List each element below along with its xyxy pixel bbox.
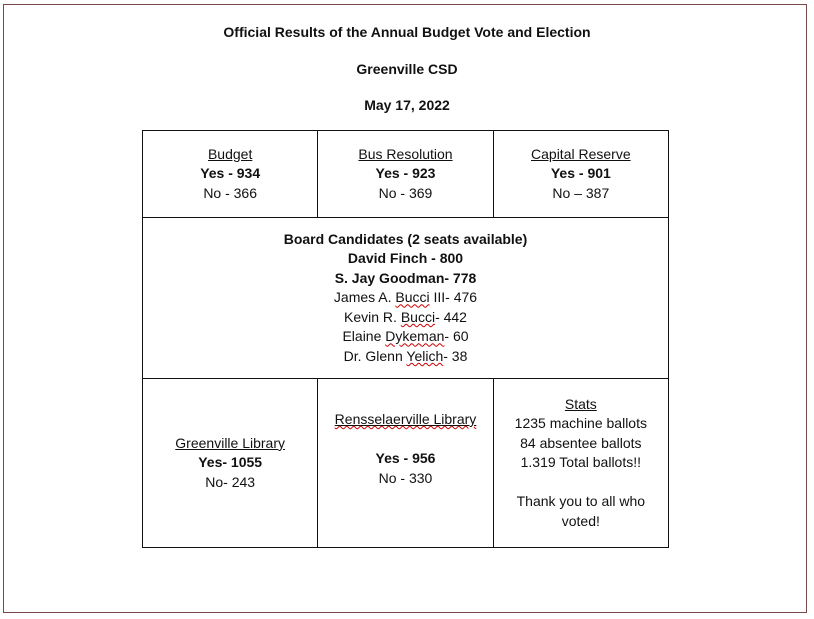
board-candidates-cell bbox=[143, 218, 669, 379]
budget-yes: Yes - 934 bbox=[200, 165, 261, 182]
bus-no: No - 369 bbox=[378, 184, 433, 201]
greenville-library-cell bbox=[143, 379, 318, 548]
budget-cell bbox=[143, 131, 318, 218]
table-row bbox=[143, 218, 669, 379]
bus-resolution-cell bbox=[318, 131, 493, 218]
vote-count: - 38 bbox=[443, 347, 468, 364]
candidate-elaine-dykeman bbox=[143, 327, 668, 347]
name-prefix: James A. bbox=[333, 289, 396, 306]
greenville-lib-yes: Yes- 1055 bbox=[198, 454, 263, 471]
table-row bbox=[143, 379, 669, 548]
rensselaerville-lib-yes: Yes - 956 bbox=[375, 450, 436, 466]
stats-thanks-line-2: voted! bbox=[561, 512, 600, 529]
candidate-s-jay-goodman: S. Jay Goodman- 778 bbox=[334, 269, 477, 286]
surname: Bucci bbox=[400, 308, 436, 325]
candidate-james-bucci bbox=[143, 288, 668, 308]
rensselaerville-lib-label bbox=[318, 410, 492, 430]
stats-cell bbox=[493, 379, 668, 548]
district-name: Greenville CSD bbox=[356, 61, 458, 77]
document-title: Official Results of the Annual Budget Vote and Election bbox=[223, 24, 591, 40]
stats-thanks-line-1: Thank you to all who bbox=[516, 493, 646, 510]
surname: Yelich bbox=[406, 347, 444, 364]
capital-yes: Yes - 901 bbox=[550, 165, 611, 182]
candidate-kevin-bucci bbox=[143, 308, 668, 328]
vote-count: - 442 bbox=[435, 308, 467, 325]
vote-count: - 60 bbox=[444, 328, 469, 345]
stats-machine-ballots: 1235 machine ballots bbox=[514, 415, 647, 432]
candidate-glenn-yelich bbox=[143, 347, 668, 367]
election-date: May 17, 2022 bbox=[364, 97, 450, 113]
greenville-lib-no: No- 243 bbox=[205, 473, 256, 490]
rensselaerville-lib-label-text: Rensselaerville Library bbox=[334, 411, 477, 427]
surname: Dykeman bbox=[385, 328, 445, 345]
stats-absentee-ballots: 84 absentee ballots bbox=[520, 434, 642, 451]
greenville-lib-label: Greenville Library bbox=[175, 434, 286, 451]
stats-label: Stats bbox=[564, 395, 597, 412]
bus-yes: Yes - 923 bbox=[375, 165, 436, 182]
name-prefix: Dr. Glenn bbox=[343, 347, 407, 364]
capital-reserve-cell bbox=[493, 131, 668, 218]
candidate-david-finch: David Finch - 800 bbox=[347, 250, 464, 267]
stats-total-ballots: 1.319 Total ballots!! bbox=[520, 454, 642, 471]
spacer bbox=[494, 473, 668, 493]
capital-no: No – 387 bbox=[552, 184, 610, 201]
name-prefix: Kevin R. bbox=[344, 308, 401, 325]
name-prefix: Elaine bbox=[342, 328, 386, 345]
budget-no: No - 366 bbox=[203, 184, 258, 201]
rensselaerville-lib-no: No - 330 bbox=[378, 469, 433, 486]
bus-label: Bus Resolution bbox=[358, 145, 453, 162]
results-table bbox=[142, 130, 669, 548]
capital-label: Capital Reserve bbox=[531, 145, 631, 162]
surname: Bucci bbox=[395, 289, 430, 306]
rensselaerville-library-cell bbox=[318, 379, 493, 548]
vote-count: III- 476 bbox=[429, 289, 478, 306]
budget-label: Budget bbox=[207, 145, 253, 162]
table-row bbox=[143, 131, 669, 218]
board-heading: Board Candidates (2 seats available) bbox=[283, 230, 528, 247]
spacer bbox=[318, 430, 492, 450]
